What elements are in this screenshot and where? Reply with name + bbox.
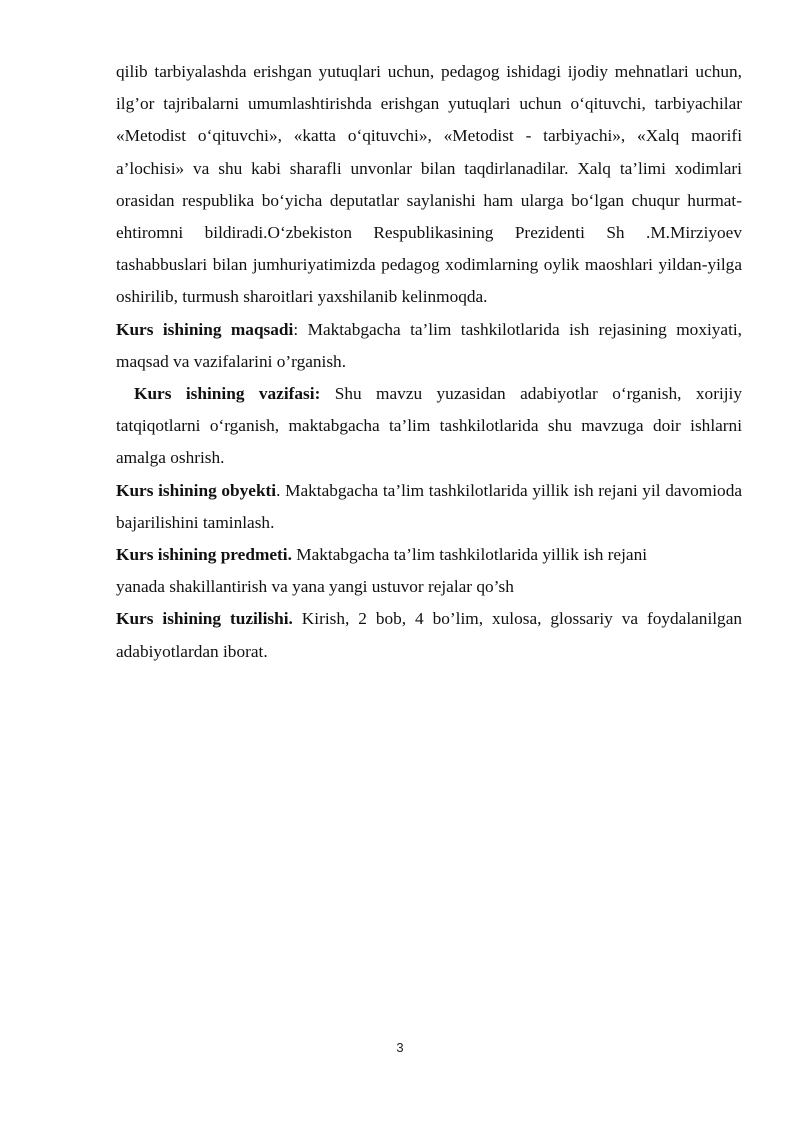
section-goal-label: Kurs ishining maqsadi — [116, 319, 294, 339]
section-structure — [116, 603, 742, 667]
section-subject-text-line1: Maktabgacha ta’lim tashkilotlarida yillik ish rejani — [291, 545, 648, 565]
section-tasks — [116, 378, 742, 475]
section-object-label: Kurs ishining obyekti — [116, 480, 277, 500]
document-body — [116, 56, 742, 668]
section-goal-text: : Maktabgacha ta’lim tashkilotlarida ish rejasining moxiyati, maqsad va vazifalarini o’rganish. — [116, 319, 742, 371]
section-tasks-label: Kurs ishining vazifasi: — [134, 384, 321, 404]
section-goal — [116, 314, 742, 378]
section-structure-text: Kirish, 2 bob, 4 bo’lim, xulosa, glossariy va foydalanilgan adabiyotlardan iborat. — [116, 609, 743, 661]
page-number: 3 — [396, 1040, 404, 1055]
section-structure-label: Kurs ishining tuzilishi. — [116, 609, 293, 629]
section-object-text: . Maktabgacha ta’lim tashkilotlarida yillik ish rejani yil davomioda bajarilishini taminlash. — [116, 480, 743, 532]
intro-paragraph: qilib tarbiyalashda erishgan yutuqlari uchun, pedagog ishidagi ijodiy mehnatlari uchun, ilg’or tajribalarni umumlashtirishda erishgan yutuqlari uchun o‘qituvchi, tarbiyachilar «Metodist o‘qituvchi», «katta o‘qituvchi», «Metodist - tarbiyachi», «Xalq maorifi a’lochisi» va shu kabi sharafli unvonlar bilan taqdirlanadilar. Xalq ta’limi xodimlari orasidan respublika bo‘yicha deputatlar saylanishi ham ularga bo‘lgan chuqur hurmat-ehtiromni bildiradi.O‘zbekiston Respublikasining Prezidenti Sh .M.Mirziyoev tashabbuslari bilan jumhuriyatimizda pedagog xodimlarning oylik maoshlari yildan-yilga oshirilib, turmush sharoitlari yaxshilanib kelinmoqda. — [116, 62, 742, 307]
section-subject-label: Kurs ishining predmeti. — [116, 545, 292, 565]
section-tasks-text: Shu mavzu yuzasidan adabiyotlar o‘rganish, xorijiy tatqiqotlarni o‘rganish, maktabgacha ta’lim tashkilotlarida shu mavzuga doir ishlarni amalga oshrish. — [116, 384, 742, 468]
section-object — [116, 475, 742, 539]
section-subject — [116, 539, 742, 603]
section-subject-text-line2: yanada shakillantirish va yana yangi ustuvor rejalar qo’sh — [116, 577, 514, 597]
